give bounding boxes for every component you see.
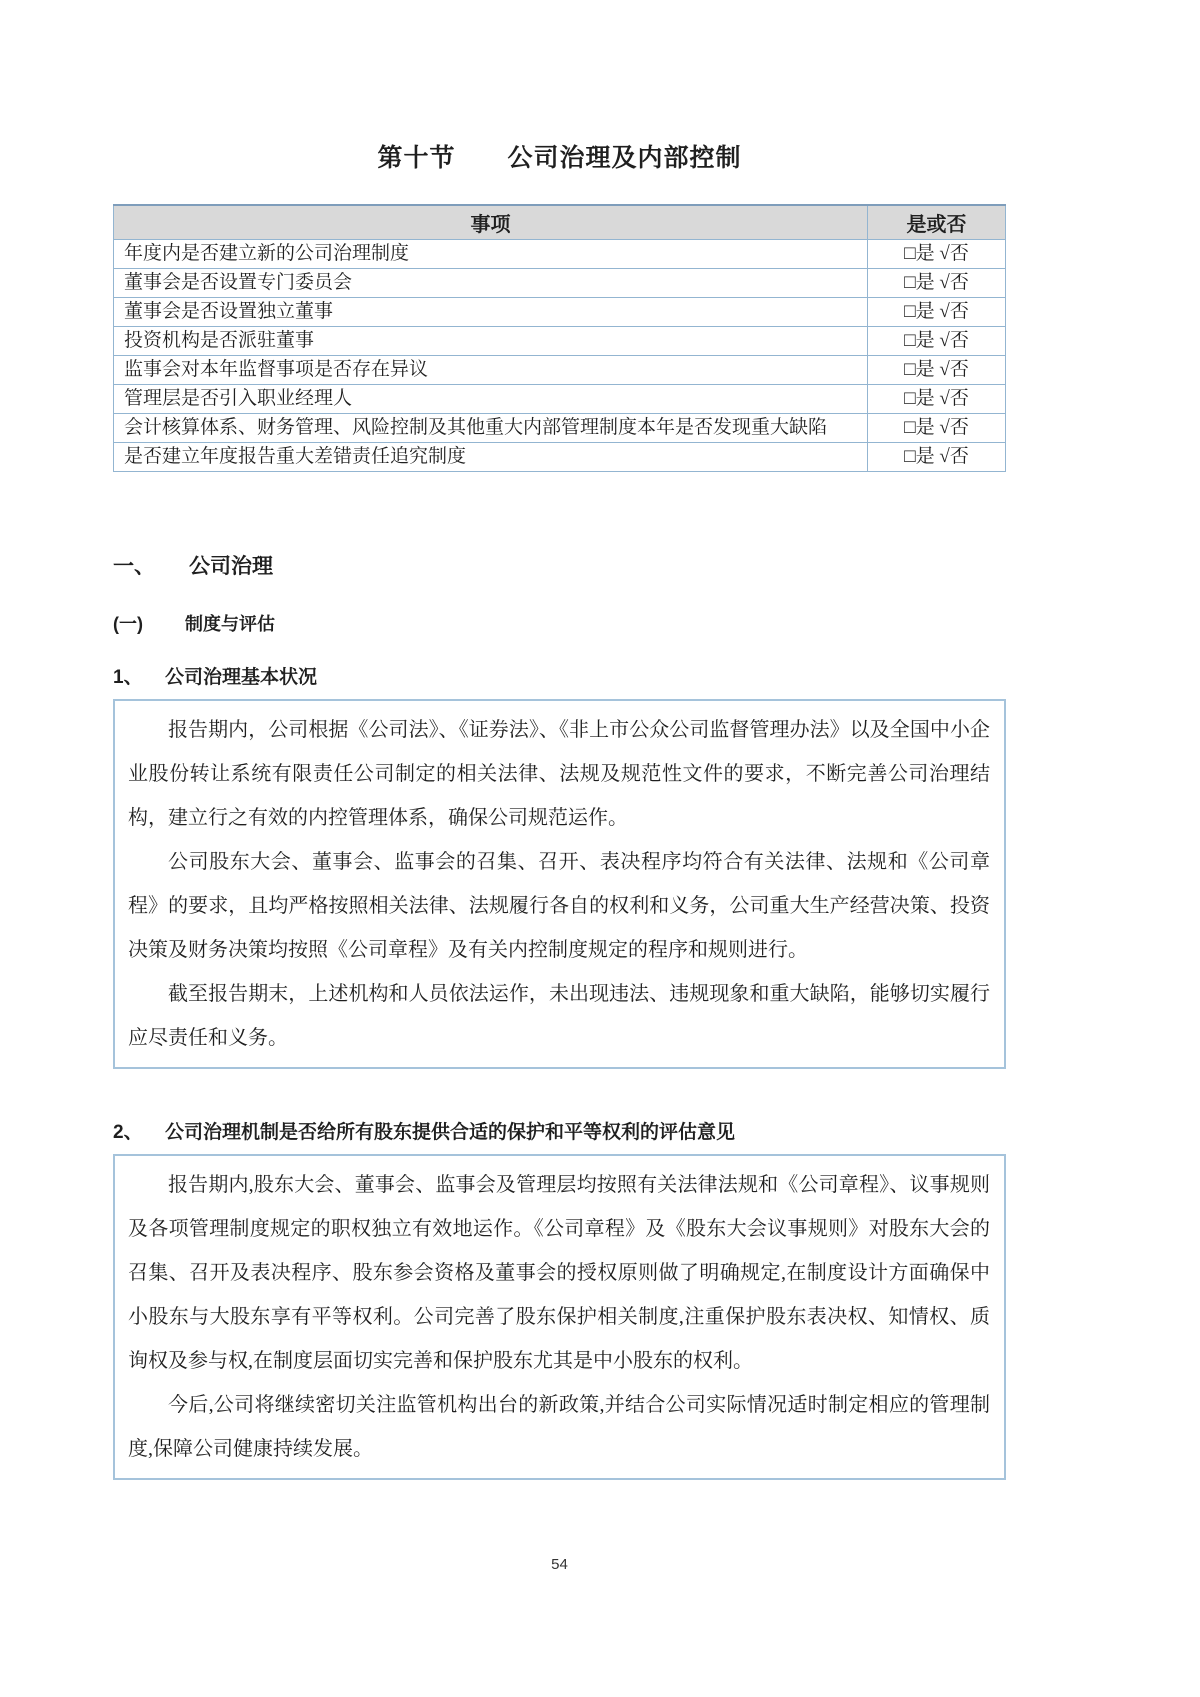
section-number: 2、 (113, 1122, 143, 1143)
section-heading-shareholder-eval (113, 1117, 1006, 1144)
item-cell: 投资机构是否派驻董事 (114, 327, 868, 356)
paragraph: 公司股东大会、董事会、监事会的召集、召开、表决程序均符合有关法律、法规和《公司章程》的要求，且均严格按照相关法律、法规履行各自的权利和义务，公司重大生产经营决策、投资决策及财务决策均按照《公司章程》及有关内控制度规定的程序和规则进行。 (128, 851, 990, 961)
column-header-item: 事项 (114, 205, 868, 240)
section-number: 一、 (113, 555, 155, 578)
item-cell: 年度内是否建立新的公司治理制度 (114, 240, 868, 269)
answer-cell: □是 √否 (868, 356, 1006, 385)
item-cell: 管理层是否引入职业经理人 (114, 385, 868, 414)
page-content (113, 0, 1006, 1480)
shareholder-eval-text-box (113, 1154, 1006, 1480)
answer-cell: □是 √否 (868, 414, 1006, 443)
column-header-answer: 是或否 (868, 205, 1006, 240)
table-row (114, 385, 1006, 414)
paragraph: 截至报告期末，上述机构和人员依法运作，未出现违法、违规现象和重大缺陷，能够切实履行应尽责任和义务。 (128, 983, 990, 1049)
table-row (114, 269, 1006, 298)
item-cell: 监事会对本年监督事项是否存在异议 (114, 356, 868, 385)
item-cell: 会计核算体系、财务管理、风险控制及其他重大内部管理制度本年是否发现重大缺陷 (114, 414, 868, 443)
governance-checklist-table (113, 204, 1006, 472)
paragraph: 今后,公司将继续密切关注监管机构出台的新政策,并结合公司实际情况适时制定相应的管理制度,保障公司健康持续发展。 (128, 1394, 990, 1460)
table-row (114, 327, 1006, 356)
paragraph: 报告期内,股东大会、董事会、监事会及管理层均按照有关法律法规和《公司章程》、议事规则及各项管理制度规定的职权独立有效地运作。《公司章程》及《股东大会议事规则》对股东大会的召集、召开及表决程序、股东参会资格及董事会的授权原则做了明确规定,在制度设计方面确保中小股东与大股东享有平等权利。公司完善了股东保护相关制度,注重保护股东表决权、知情权、质询权及参与权,在制度层面切实完善和保护股东尤其是中小股东的权利。 (128, 1174, 990, 1372)
section-title: 制度与评估 (185, 614, 275, 634)
section-title: 公司治理基本状况 (165, 667, 318, 688)
section-title: 公司治理 (189, 555, 273, 578)
page-title: 第十节 公司治理及内部控制 (377, 144, 742, 172)
page-number: 54 (551, 1556, 568, 1573)
section-heading-basic-status (113, 662, 1006, 689)
section-title: 公司治理机制是否给所有股东提供合适的保护和平等权利的评估意见 (165, 1122, 736, 1143)
answer-cell: □是 √否 (868, 240, 1006, 269)
section-heading-system-eval (113, 610, 1006, 636)
item-cell: 是否建立年度报告重大差错责任追究制度 (114, 443, 868, 472)
basic-status-text-box (113, 699, 1006, 1069)
answer-cell: □是 √否 (868, 385, 1006, 414)
section-heading-governance (113, 550, 1006, 580)
paragraph: 报告期内，公司根据《公司法》、《证券法》、《非上市公众公司监督管理办法》以及全国中小企业股份转让系统有限责任公司制定的相关法律、法规及规范性文件的要求，不断完善公司治理结构，建立行之有效的内控管理体系，确保公司规范运作。 (128, 719, 990, 829)
table-row (114, 443, 1006, 472)
answer-cell: □是 √否 (868, 327, 1006, 356)
table-header-row (114, 205, 1006, 240)
table-row (114, 356, 1006, 385)
table-row (114, 298, 1006, 327)
table-row (114, 240, 1006, 269)
table-row (114, 414, 1006, 443)
item-cell: 董事会是否设置独立董事 (114, 298, 868, 327)
answer-cell: □是 √否 (868, 443, 1006, 472)
section-number: 1、 (113, 667, 143, 688)
item-cell: 董事会是否设置专门委员会 (114, 269, 868, 298)
section-number: (一) (113, 614, 143, 634)
answer-cell: □是 √否 (868, 298, 1006, 327)
answer-cell: □是 √否 (868, 269, 1006, 298)
